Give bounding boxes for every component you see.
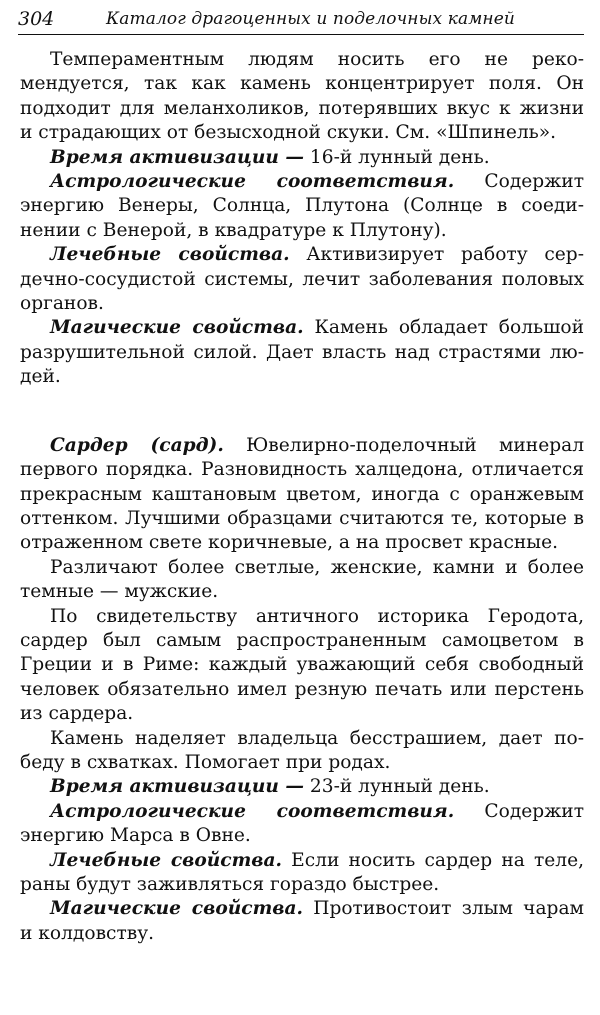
page-number: 304 <box>18 8 55 30</box>
paragraph-sarder-history <box>20 605 584 727</box>
paragraph-text: Активизирует работу сердечно-сосудистой системы, лечит заболевания половых органов. <box>20 244 584 315</box>
paragraph-text: 16-й лунный день. <box>304 146 490 168</box>
paragraph-term: Астрологические соответствия. <box>50 800 455 822</box>
paragraph-activation-time <box>20 775 584 799</box>
entry-title: Сардер (сард). <box>50 434 224 456</box>
paragraph-term: Магические свойства. <box>50 898 303 920</box>
spinel-section <box>20 48 584 390</box>
paragraph-healing <box>20 243 584 316</box>
paragraph-text: Противостоит злым чарам и колдовству. <box>20 898 584 944</box>
paragraph-sarder-kinds <box>20 556 584 605</box>
paragraph-activation-time <box>20 146 584 170</box>
section-gap <box>20 390 584 434</box>
paragraph-text: Ювелирно-поделочный минерал первого порядка. Разновидность халцедона, отличается прекрасным каштановым цветом, иногда с оранжевым оттенком. Лучшими образцами считаются те, которые в отраженном свете коричневые, а на просвет красные. <box>20 434 585 554</box>
paragraph-text: Если носить сардер на теле, раны будут заживляться гораздо быстрее. <box>20 849 584 895</box>
paragraph-text: Камень наделяет владельца бесстрашием, дает победу в схватках. Помогает при родах. <box>20 727 584 773</box>
paragraph-term: Время активизации — <box>50 776 305 798</box>
paragraph-text: 23-й лунный день. <box>304 776 490 798</box>
paragraph-magic <box>20 316 584 389</box>
paragraph-term: Время активизации — <box>50 146 305 168</box>
paragraph-term: Лечебные свойства. <box>50 849 283 871</box>
paragraph-astrology <box>20 800 584 849</box>
paragraph-text: Содержит энергию Венеры, Солнца, Плутона (Солнце в соединении с Венерой, в квадратуре к Плутону). <box>20 171 584 241</box>
page-body <box>20 48 584 946</box>
paragraph-text: Содержит энергию Марса в Овне. <box>20 800 584 847</box>
paragraph-astrology <box>20 170 584 243</box>
paragraph-text: Камень обладает большой разрушительной силой. Дает власть над страстями людей. <box>20 317 585 388</box>
paragraph-term: Магические свойства. <box>50 317 304 339</box>
paragraph-sarder-power <box>20 727 584 776</box>
paragraph-magic <box>20 897 584 946</box>
paragraph-healing <box>20 849 584 898</box>
paragraph-sarder-intro <box>20 434 584 556</box>
paragraph-spinel-temperament <box>20 48 584 146</box>
paragraph-term: Лечебные свойства. <box>50 244 290 266</box>
paragraph-text: Различают более светлые, женские, камни и более темные — мужские. <box>20 556 584 603</box>
running-title: Каталог драгоценных и поделочных камней <box>106 9 515 29</box>
paragraph-term: Астрологические соответствия. <box>50 171 455 193</box>
sarder-section <box>20 434 584 947</box>
paragraph-text: Темпераментным людям носить его не рекомендуется, так как камень концентрирует поля. Он подходит для меланхоликов, потерявших вкус к жизни и страдающих от безысходной скуки. См. «Шпинель». <box>20 49 584 144</box>
running-header <box>18 6 584 35</box>
paragraph-text: По свидетельству античного историка Геродота, сардер был самым распространенным самоцветом в Греции и в Риме: каждый уважающий себя свободный человек обязательно имел резную печать или перстень из сардера. <box>20 605 584 725</box>
